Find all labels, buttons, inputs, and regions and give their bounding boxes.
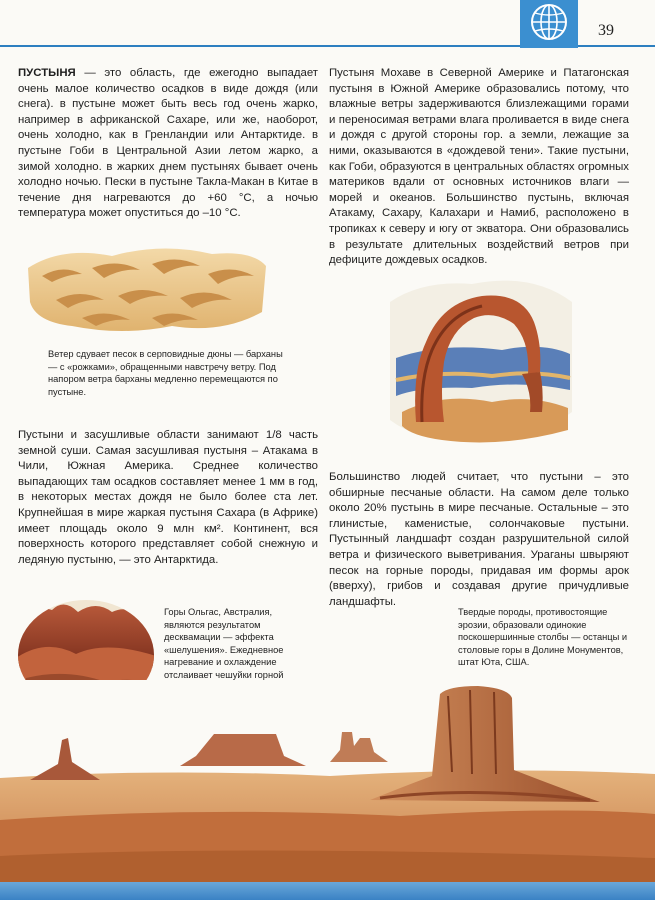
dunes-caption: Ветер сдувает песок в серповидные дюны — барханы — с «рожками», обращенными навстречу ветру. Под напором ветра барханы медленно перемещаются по пустыне. — [48, 349, 283, 397]
globe-icon — [520, 0, 578, 48]
page-number: 39 — [598, 22, 614, 39]
intro-paragraph — [18, 66, 318, 222]
footer-bar — [0, 882, 655, 900]
arch-illustration — [382, 262, 576, 448]
monument-caption: Твердые породы, противостоящие эрозии, образовали одинокие поскошершинные столбы — останцы и столовые горы в Долине Монументов, штат Юта, США. — [458, 607, 628, 668]
olgas-caption: Горы Ольгас, Австралия, являются результатом десквамации — эффекта «шелушения». Ежедневное нагревание и охлаждение отслаивает чешуйки горной — [164, 607, 284, 680]
intro-term: ПУСТЫНЯ — [18, 67, 76, 79]
dunes-illustration — [22, 238, 270, 338]
sand-paragraph: Большинство людей считает, что пустыни – это обширные песчаные области. На самом деле только около 20% пустынь в мире песчаные. Остальные – это глинистые, каменистые, солончаковые пустыни. Пустынный ландшафт создан разрушительной силой ветра и физического выветривания. Ураганы швыряют песок на горные породы, придавая им формы арок (вверху), грибов и создавая другие причудливые ландшафты. — [329, 471, 629, 608]
arid-paragraph: Пустыни и засушливые области занимают 1/8 часть земной суши. Самая засушливая пустыня – Атакама в Чили, Южная Америка. Среднее количество выпадающих там осадков составляет менее 1 мм в год, в некоторых местах дождя не было более ста лет. Крупнейшая в мире жаркая пустыня Сахара (в Африке) имеет площадь около 9 млн км². Континент, вся поверхность которого представляет собой снежную и ледяную пустыню, — это Антарктида. — [18, 429, 318, 566]
intro-text: — это область, где ежегодно выпадает очень малое количество осадков в виде дождя (или снега). в пустыне может быть весь год очень жарко, например в африканской Сахаре, или же, наоборот, очень холодно, как в Гренландии или Антарктиде. в пустыне Гоби в Центральной Азии летом жарко, а зимой холодно. в жарких днем пустынях бывает очень холодно ночью. Пески в пустыне Такла-Макан в Китае в течение дня нагреваются до +60 °С, а ночью температура может опуститься до –10 °С. — [18, 67, 318, 220]
mojave-paragraph: Пустыня Мохаве в Северной Америке и Патагонская пустыня в Южной Америке образовались потому, что влажные ветры задерживаются близлежащими горами и переносимая ветрами влага проливается в виде снега и дождя с другой стороны гор. а земли, лежащие за ними, оказываются в «дождевой тени». Такие пустыни, как Гоби, образуются в центральных областях огромных материков вдали от основных источников влаги — морей и океанов. Большинство пустынь, включая Атакаму, Сахару, Калахари и Намиб, расположено в тропиках к северу и югу от экватора. Они образовались в результате длительных воздействий ветров при дефиците дождевых осадков. — [329, 67, 629, 267]
monument-valley-illustration — [0, 680, 655, 882]
